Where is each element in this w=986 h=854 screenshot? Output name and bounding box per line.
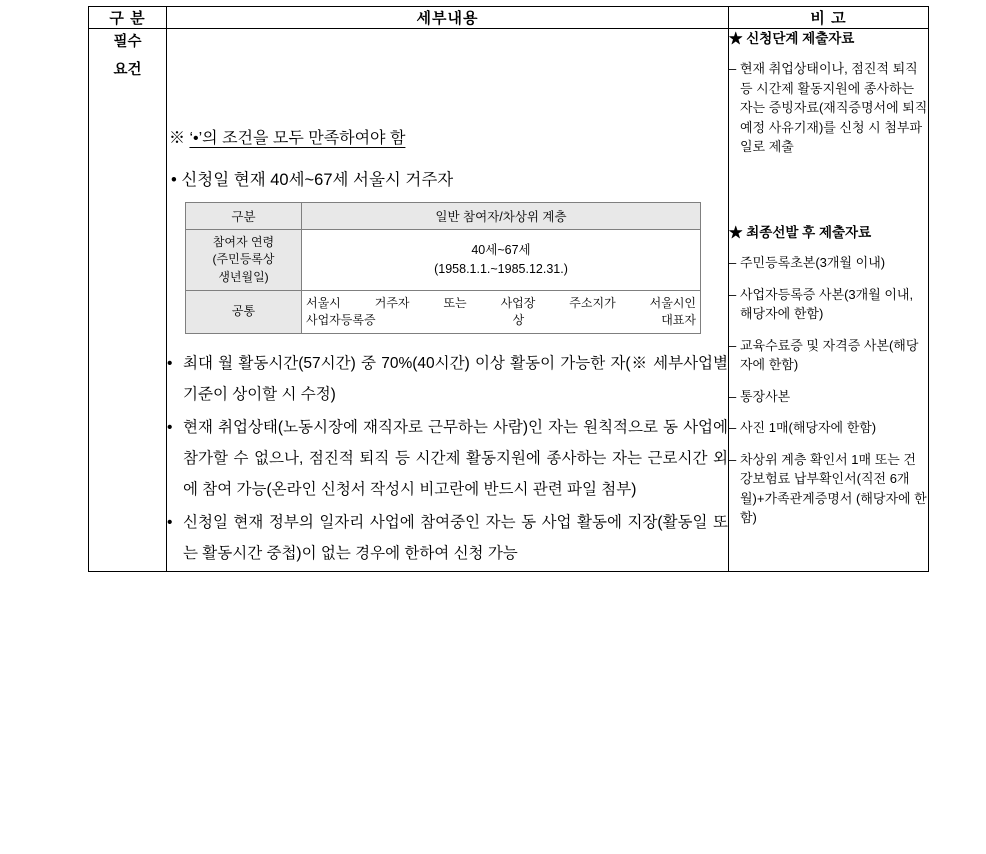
condition-note-text: ‘•’의 조건을 모두 만족하여야 함 <box>189 130 406 147</box>
condition-note-prefix: ※ <box>169 130 190 147</box>
table-body <box>89 29 929 572</box>
inner-header-left: 구분 <box>186 203 302 230</box>
note-section1-title: ★ 신청단계 제출자료 <box>729 31 855 46</box>
list-item: • 최대 월 활동시간(57시간) 중 70%(40시간) 이상 활동이 가능한 자(※ 세부사업별 기준이 상이할 시 수정) <box>167 348 728 410</box>
inner-header-right: 일반 참여자/차상위 계층 <box>302 203 701 230</box>
detail-top-spacer <box>167 29 728 125</box>
list-item: • 신청일 현재 정부의 일자리 사업에 참여중인 자는 동 사업 활동에 지장(활동일 또는 활동시간 중첩)이 없는 경우에 한하여 신청 가능 <box>167 507 728 569</box>
list-item: • 현재 취업상태(노동시장에 재직자로 근무하는 사람)인 자는 원칙적으로 동 사업에 참가할 수 없으나, 점진적 퇴직 등 시간제 활동지원에 종사하는 자는 근로시간 외에 참여 가능(온라인 신청서 작성시 비고란에 반드시 관련 파일 첨부) <box>167 412 728 505</box>
inner-label-common: 공통 <box>186 291 302 334</box>
header-detail: 세부내용 <box>167 7 729 29</box>
inner-label-age-line2: (주민등록상 <box>212 252 275 267</box>
note-item-text: 통장사본 <box>740 388 791 404</box>
inner-row-common <box>186 291 701 334</box>
note-item-text: 교육수료증 및 자격증 사본(해당자에 한함) <box>740 337 919 372</box>
inner-value-common-line1: 서울시 거주자 또는 사업장 주소지가 서울시인 <box>306 296 696 311</box>
note-section2-item <box>729 387 928 407</box>
header-note: 비 고 <box>729 7 929 29</box>
requirements-table <box>88 6 929 572</box>
inner-value-age <box>302 230 701 291</box>
document-page <box>0 6 986 854</box>
dash-marker: – <box>729 420 737 435</box>
inner-label-age <box>186 230 302 291</box>
inner-value-common <box>302 291 701 334</box>
note-section2-item <box>729 253 928 273</box>
inner-label-age-line1: 참여자 연령 <box>212 235 275 249</box>
note-item-text: 주민등록초본(3개월 이내) <box>740 255 886 270</box>
inner-header-row <box>186 203 701 230</box>
note-item-text: 차상위 계층 확인서 1매 또는 건강보험료 납부확인서(직전 6개월)+가족관계증명서 (해당자에 한함) <box>740 451 927 525</box>
condition-note <box>169 125 728 148</box>
requirement-list <box>167 348 728 569</box>
dash-marker: – <box>729 286 737 302</box>
note-section2-item <box>729 285 928 324</box>
note-section2-item <box>729 418 928 438</box>
note-item-text: 사진 1매(해당자에 한함) <box>740 420 877 435</box>
table-row <box>89 29 929 572</box>
table-header <box>89 7 929 29</box>
top-bullet: • 신청일 현재 40세~67세 서울시 거주자 <box>171 171 454 189</box>
division-label-line2: 요건 <box>113 61 142 78</box>
note-item-text: 현재 취업상태이나, 점진적 퇴직 등 시간제 활동지원에 종사하는 자는 증빙자료(재직증명서에 퇴직예정 사유기재)를 신청 시 첨부파일로 제출 <box>740 61 928 155</box>
inner-value-common-line2: 사업자등록증 상 대표자 <box>306 312 696 327</box>
dash-marker: – <box>729 451 737 467</box>
cell-division <box>89 29 167 572</box>
dash-marker: – <box>729 337 737 353</box>
note-section2-item <box>729 336 928 375</box>
inner-row-age <box>186 230 701 291</box>
dash-marker: – <box>729 255 737 270</box>
note-item-text: 사업자등록증 사본(3개월 이내, 해당자에 한함) <box>740 286 914 321</box>
header-division: 구 분 <box>89 7 167 29</box>
cell-detail <box>167 29 729 572</box>
inner-value-age-line2: (1958.1.1.~1985.12.31.) <box>434 262 568 277</box>
age-criteria-table <box>185 202 701 334</box>
dash-marker: – <box>729 388 737 404</box>
dash-marker: – <box>729 61 737 77</box>
inner-value-age-line1: 40세~67세 <box>471 243 531 258</box>
note-gap <box>729 169 928 223</box>
division-label-line1: 필수 <box>113 34 142 50</box>
note-section2-item <box>729 450 928 528</box>
table-header-row <box>89 7 929 29</box>
inner-label-age-line3: 생년월일) <box>218 269 269 284</box>
note-section1-item <box>729 59 928 157</box>
cell-note <box>729 29 929 572</box>
note-section2-title: ★ 최종선발 후 제출자료 <box>729 224 872 240</box>
